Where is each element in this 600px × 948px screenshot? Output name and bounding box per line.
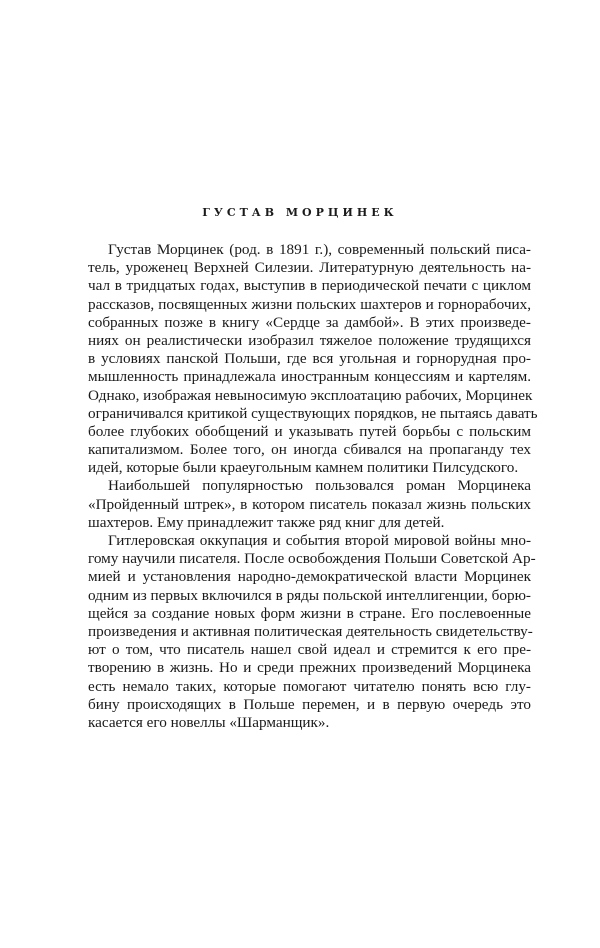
text-line: капитализмом. Более того, он иногда сбивался на пропаганду тех (88, 441, 531, 459)
text-line: рассказов, посвященных жизни польских шахтеров и горнорабочих, (88, 295, 531, 313)
text-line: чал в тридцатых годах, выступив в периодической печати с циклом (88, 277, 531, 295)
text-line: гому научили писателя. После освобождения Польши Советской Ар- (88, 550, 536, 568)
text-line: в условиях панской Польши, где вся угольная и горнорудная про- (88, 350, 531, 368)
text-line: мией и установления народно-демократической власти Морцинек (88, 568, 531, 586)
text-line: тель, уроженец Верхней Силезии. Литературную деятельность на- (88, 259, 531, 277)
text-line: творению в жизнь. Но и среди прежних произведений Морцинека (88, 659, 531, 677)
text-line: одним из первых включился в ряды польской интеллигенции, борю- (88, 586, 531, 604)
text-line: ограничивался критикой существующих порядков, не пытаясь давать (88, 404, 538, 422)
text-line: более глубоких обобщений и указывать путей борьбы с польским (88, 422, 531, 440)
text-line: Гитлеровская оккупация и события второй мировой войны мно- (108, 532, 531, 549)
article-body (88, 241, 538, 732)
text-line: ниях он реалистически изобразил тяжелое положение трудящихся (88, 331, 531, 349)
text-line: Однако, изображая невыносимую эксплоатацию рабочих, Морцинек (88, 386, 533, 404)
text-line: Наибольшей популярностью пользовался роман Морцинека (108, 477, 531, 495)
page-title: ГУСТАВ МОРЦИНЕК (202, 206, 398, 219)
text-line: ют о том, что писатель нашел свой идеал и стремится к его пре- (88, 641, 531, 659)
text-line: «Пройденный штрек», в котором писатель показал жизнь польских (88, 495, 531, 513)
text-line: шахтеров. Ему принадлежит также ряд книг для детей. (88, 513, 445, 531)
text-line: собранных позже в книгу «Сердце за дамбой». В этих произведе- (88, 313, 531, 331)
text-line: мышленность принадлежала иностранным концессиям и картелям. (88, 368, 531, 386)
text-line: касается его новеллы «Шарманщик». (88, 713, 330, 731)
text-line: Густав Морцинек (род. в 1891 г.), современный польский писа- (108, 241, 531, 258)
text-line: есть немало таких, которые помогают читателю понять всю глу- (88, 677, 531, 695)
text-line: щейся за создание новых форм жизни в стране. Его послевоенные (88, 604, 531, 622)
text-line: бину происходящих в Польше перемен, и в первую очередь это (88, 695, 531, 713)
text-line: идей, которые были краеугольным камнем политики Пилсудского. (88, 459, 519, 477)
text-line: произведения и активная политическая деятельность свидетельству- (88, 622, 533, 640)
